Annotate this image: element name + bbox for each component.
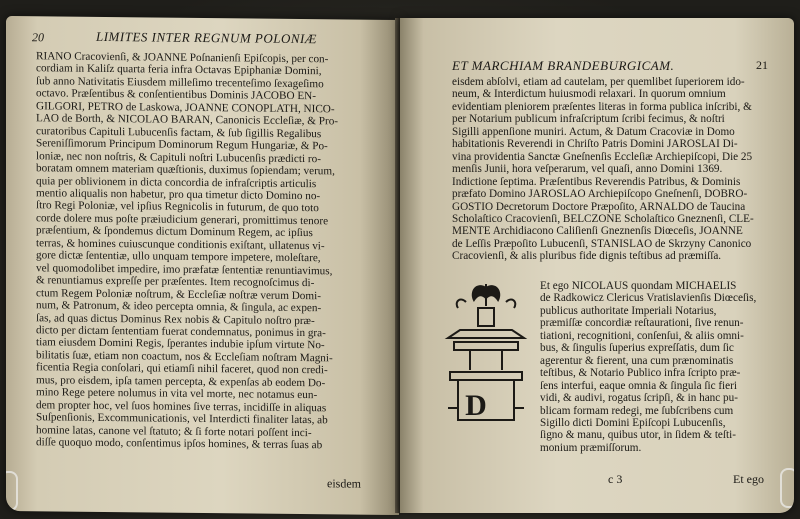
text-line: vina providentia Sanctæ Gneſnenſis Eccleſiæ Archiepiſcopi, Die 25 [452, 150, 753, 163]
text-line: terras, & homines cuiuscunque conditionis exiſtant, ullatenus vi- [36, 237, 325, 253]
text-line: boratam omnem materiam quæſtionis, duximus ſopiendam; verum, [36, 162, 335, 178]
right-page [400, 18, 794, 513]
text-line: LAO de Borth, & NICOLAO BARAN, Canonicis Eccleſiæ, & Pro- [36, 112, 339, 128]
text-line: habitationis Reverendi in Chriſto Patris Domini JAROSLAI Di- [452, 138, 738, 151]
text-line: Sigillo dicti Domini Epiſcopi Lubucenſis, [540, 416, 726, 429]
text-line: evidentiam pleniorem præſentes literas in forma publica inſcribi, & [452, 100, 752, 113]
text-line: ſub anno Nativitatis Eiusdem milleſimo trecenteſimo ſexageſimo [36, 75, 324, 91]
page-number-right: 21 [756, 58, 768, 72]
text-line: menſis Junii, hora veſperarum, vel quaſi, anno Domini 1369. [452, 163, 723, 176]
text-line: GOSTIO Decretorum Doctore Præpoſito, ARNALDO de Taucina [452, 200, 746, 213]
text-line: GILGORI, PETRO de Laskowa, JOANNE CONOPLATH, NICO- [36, 100, 335, 116]
text-line: mino Rege petere nolumus in vita vel morte, nec notamus eun- [36, 386, 318, 402]
text-line: publicus authoritate Imperiali Notarius, [540, 304, 717, 317]
text-line: octavo. Præſentibus & conſentientibus Dominis JACOBO EN- [36, 87, 316, 103]
text-line: præmiſſæ concordiæ reſtaurationi, ſive renun- [540, 317, 744, 330]
text-line: homine latas, canone vel ſtatuto; & ſi forte notari poſſent inci- [36, 423, 312, 439]
text-line: blicam formam redegi, me ſubſcribens cum [540, 404, 734, 417]
text-line: monium præmiſſorum. [540, 441, 642, 454]
catchword-right: Et ego [733, 472, 764, 486]
page-clip-right [780, 468, 794, 508]
text-line: Suſpenſionis, Excommunicationis, vel Interdicti finaliter latas, ab [36, 411, 328, 427]
text-line: cordiam in Kaliſz quarta feria infra Octavas Epiphaniæ Domini, [36, 62, 322, 78]
text-line: ſtro Regi Poloniæ, vel ipſius Regnicolis in futurum, de quo toto [36, 199, 319, 215]
text-line: præſentium, & ſpondemus dictum Dominum Regem, ac ipſius [36, 224, 313, 240]
running-header-left: LIMITES INTER REGNUM POLONIÆ [96, 28, 317, 47]
page-clip-left [6, 471, 18, 511]
text-line: ctum Regem Poloniæ noſtrum, & Eccleſiæ noſtræ verum Domi- [36, 286, 321, 302]
catchword-left: eisdem [327, 476, 361, 491]
text-line: gore dictæ ſententiæ, ullo unquam tempore impetere, moleſtare, [36, 249, 321, 265]
text-line: curatoribus Capituli Lubucenſis factam, & ſub ſigillis Regalibus [36, 124, 322, 140]
text-line: Sigilli appenſione muniri. Actum, & Datum Cracoviæ in Domo [452, 125, 735, 138]
text-line: ſas, ad quas dictus Dominus Rex nobis & Capitulo noſtro præ- [36, 311, 315, 327]
text-line: bus, & ſingulis ſuperius expreſſatis, dum ſic [540, 342, 734, 355]
signature-mark: c 3 [608, 472, 623, 486]
text-line: ficentia Regia conſolari, qui etiamſi nihil faceret, quod non credi- [36, 361, 328, 377]
text-line: corde dolere mus poſte præiudicium generari, promittimus tenore [36, 212, 329, 228]
text-line: teſtibus, & Notario Publico infra ſcripto præ- [540, 367, 741, 380]
text-line: num, & Patronum, & ideo percepta omnia, & ſingula, ac expen- [36, 299, 322, 315]
text-line: ſens interfui, eaque omnia & ſingula ſic fieri [540, 379, 737, 392]
left-page-body [36, 50, 381, 452]
text-line: Et ego NICOLAUS quondam MICHAELIS [540, 280, 737, 292]
running-header-right: ET MARCHIAM BRANDEBURGICAM. [452, 58, 675, 73]
notary-initial: D [465, 389, 487, 422]
text-line: bilitatis ſuæ, etiam non coactum, nos & Eccleſiam noſtram Magni- [36, 349, 333, 365]
text-line: RIANO Cracovienſi, & JOANNE Poſnanienſi Epiſcopis, per con- [36, 50, 329, 66]
text-line: mentio aliqualis non habetur, pro qua timetur dicto Domino no- [36, 187, 321, 203]
text-line: dem propter hoc, vel ſuos homines ſive terras, incidiſſe in aliquas [36, 398, 327, 414]
text-line: MENTE Archidiacono Caliſienſi Gneznenſis Diœceſis, JOANNE [452, 225, 743, 238]
text-line: loniæ, nec non noſtris, & Capituli noſtri Lubucenſis prædicti ro- [36, 149, 321, 165]
notary-subscription [540, 280, 768, 454]
text-line: Cracovienſi, & alis pluribus fide dignis teſtibus ad præmiſſa. [452, 250, 722, 263]
text-line: Sereniſſimorum Principum Dominorum Regum Hungariæ, & Po- [36, 137, 328, 153]
right-page-body [452, 76, 770, 263]
text-line: & renuntiamus expreſſe per præſentes. Item recognoſcimus di- [36, 274, 315, 290]
text-line: de Leſſis Præpoſito Lubucenſi, STANISLAO de Skrzyny Canonico [452, 237, 752, 250]
left-page [6, 16, 399, 515]
text-line: per Notarium publicum infraſcriptum ſcribi fecimus, & noſtri [452, 113, 725, 126]
text-line: Indictione ſeptima. Præſentibus Reverendis Patribus, & Dominis [452, 175, 741, 188]
text-line: ſigno & manu, quibus utor, in ſidem & teſti- [540, 429, 736, 442]
page-number-left: 20 [32, 30, 44, 45]
text-line: eisdem abſolvi, etiam ad cautelam, per quemlibet ſuperiorem ido- [452, 76, 745, 88]
text-line: diſſe quoquo modo, conſentimus ipſos homines, & terras ſuas ab [36, 436, 323, 452]
text-line: præfato Domino JAROSLAO Archiepiſcopo Gneſnenſi, DOBRO- [452, 188, 748, 201]
text-line: neum, & Interdictum huiusmodi relaxari. In quorum omnium [452, 88, 726, 101]
text-line: vidi, & audivi, rogatus ſcripſi, & in hanc pu- [540, 392, 738, 405]
text-line: de Radkowicz Clericus Vratislavienſis Diœceſis, [540, 292, 757, 305]
text-line: dicto per dictam ſententiam fuerat condemnatus, ponimus in gra- [36, 324, 326, 340]
text-line: mus, pro eisdem, ipſa tamen percepta, & expenſas ab eodem Do- [36, 374, 326, 390]
text-line: tiationi, recognitioni, conſenſui, & aliis omni- [540, 329, 744, 342]
text-line: Scholaſtico Cracovienſi, BELCZONE Scholaſtico Gneznenſi, CLE- [452, 212, 754, 225]
text-line: vel quomodolibet impedire, imo præfatæ ſententiæ renuntiavimus, [36, 261, 333, 278]
text-line: quia per oblivionem in dicta concordia de infraſcriptis articulis [36, 174, 317, 190]
text-line: tiam eiusdem Domini Regis, ſperantes indubie ipſum virtute No- [36, 336, 325, 352]
text-line: agerentur & fierent, una cum prænominatis [540, 354, 734, 367]
